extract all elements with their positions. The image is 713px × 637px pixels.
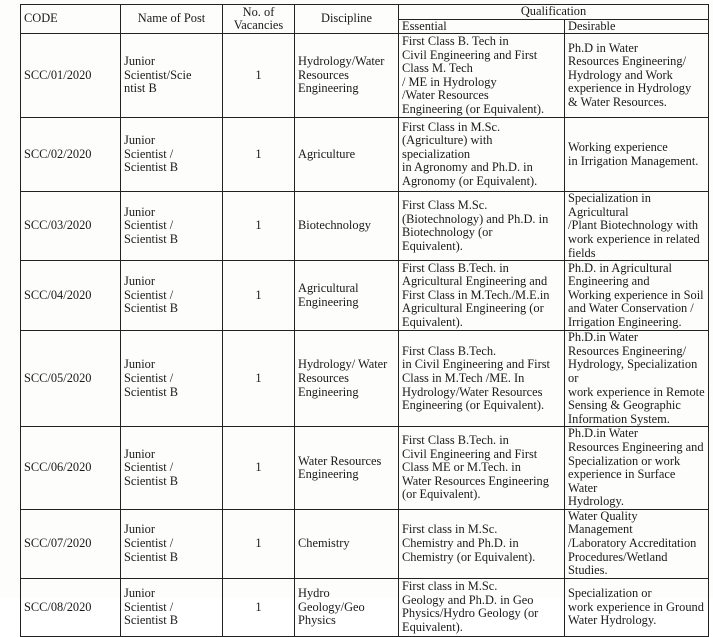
desirable-qualification-cell: Specialization or work experience in Ground Water Hydrology. [565,578,709,636]
desirable-qualification-cell: Ph.D. in Agricultural Engineering and Working experience in Soil and Water Conservation / Irrigation Engineering. [565,261,709,331]
discipline-cell: Hydro Geology/Geo Physics [295,578,399,636]
post-name-cell: Junior Scientist / Scientist B [121,261,223,331]
vacancies-cell: 1 [223,331,295,427]
vacancies-cell: 1 [223,192,295,261]
post-name-cell: Junior Scientist/Scie ntist B [121,34,223,118]
post-name-cell: Junior Scientist / Scientist B [121,509,223,578]
code-cell: SCC/03/2020 [21,192,121,261]
header-name-of-post: Name of Post [121,5,223,34]
discipline-cell: Hydrology/Water Resources Engineering [295,34,399,118]
code-cell: SCC/05/2020 [21,331,121,427]
desirable-qualification-cell: Water Quality Management /Laboratory Accreditation Procedures/Wetland Studies. [565,509,709,578]
code-cell: SCC/08/2020 [21,578,121,636]
essential-qualification-cell: First Class B. Tech in Civil Engineering and First Class M. Tech / ME in Hydrology /Water Resources Engineering (or Equivalent). [399,34,565,118]
desirable-qualification-cell: Ph.D.in Water Resources Engineering and Specialization or work experience in Surface Water Hydrology. [565,427,709,510]
code-cell: SCC/01/2020 [21,34,121,118]
vacancy-table [20,4,709,637]
table-row [21,118,709,192]
post-name-cell: Junior Scientist / Scientist B [121,331,223,427]
table-row [21,509,709,578]
vacancies-cell: 1 [223,427,295,510]
vacancies-cell: 1 [223,578,295,636]
code-cell: SCC/07/2020 [21,509,121,578]
desirable-qualification-cell: Working experience in Irrigation Management. [565,118,709,192]
essential-qualification-cell: First Class in M.Sc. (Agriculture) with specialization in Agronomy and Ph.D. in Agronomy (or Equivalent). [399,118,565,192]
post-name-cell: Junior Scientist / Scientist B [121,192,223,261]
table-row [21,34,709,118]
table-row [21,578,709,636]
vacancies-cell: 1 [223,509,295,578]
vacancies-cell: 1 [223,34,295,118]
table-body [21,34,709,637]
header-vacancies: No. of Vacancies [223,5,295,34]
discipline-cell: Agricultural Engineering [295,261,399,331]
post-name-cell: Junior Scientist / Scientist B [121,578,223,636]
code-cell: SCC/02/2020 [21,118,121,192]
code-cell: SCC/04/2020 [21,261,121,331]
desirable-qualification-cell: Specialization in Agricultural /Plant Biotechnology with work experience in related fields [565,192,709,261]
essential-qualification-cell: First Class M.Sc. (Biotechnology) and Ph.D. in Biotechnology (or Equivalent). [399,192,565,261]
essential-qualification-cell: First Class B.Tech. in Civil Engineering and First Class ME or M.Tech. in Water Resources Engineering (or Equivalent). [399,427,565,510]
post-name-cell: Junior Scientist / Scientist B [121,427,223,510]
desirable-qualification-cell: Ph.D.in Water Resources Engineering/ Hydrology, Specialization or work experience in Remote Sensing & Geographic Information System. [565,331,709,427]
header-discipline: Discipline [295,5,399,34]
vacancies-cell: 1 [223,261,295,331]
table-row [21,192,709,261]
essential-qualification-cell: First class in M.Sc. Geology and Ph.D. in Geo Physics/Hydro Geology (or Equivalent). [399,578,565,636]
essential-qualification-cell: First Class B.Tech. in Agricultural Engineering and First Class in M.Tech./M.E.in Agricultural Engineering (or Equivalent). [399,261,565,331]
essential-qualification-cell: First class in M.Sc. Chemistry and Ph.D. in Chemistry (or Equivalent). [399,509,565,578]
code-cell: SCC/06/2020 [21,427,121,510]
table-row [21,427,709,510]
vacancies-cell: 1 [223,118,295,192]
desirable-qualification-cell: Ph.D in Water Resources Engineering/ Hydrology and Work experience in Hydrology & Water Resources. [565,34,709,118]
table-row [21,331,709,427]
post-name-cell: Junior Scientist / Scientist B [121,118,223,192]
header-essential: Essential [399,19,565,34]
table-row [21,261,709,331]
discipline-cell: Chemistry [295,509,399,578]
discipline-cell: Water Resources Engineering [295,427,399,510]
header-qualification: Qualification [399,5,709,20]
essential-qualification-cell: First Class B.Tech. in Civil Engineering and First Class in M.Tech /ME. In Hydrology/Water Resources Engineering (or Equivalent). [399,331,565,427]
discipline-cell: Biotechnology [295,192,399,261]
header-code: CODE [21,5,121,34]
discipline-cell: Agriculture [295,118,399,192]
header-desirable: Desirable [565,19,709,34]
discipline-cell: Hydrology/ Water Resources Engineering [295,331,399,427]
header-row-top [21,5,709,20]
